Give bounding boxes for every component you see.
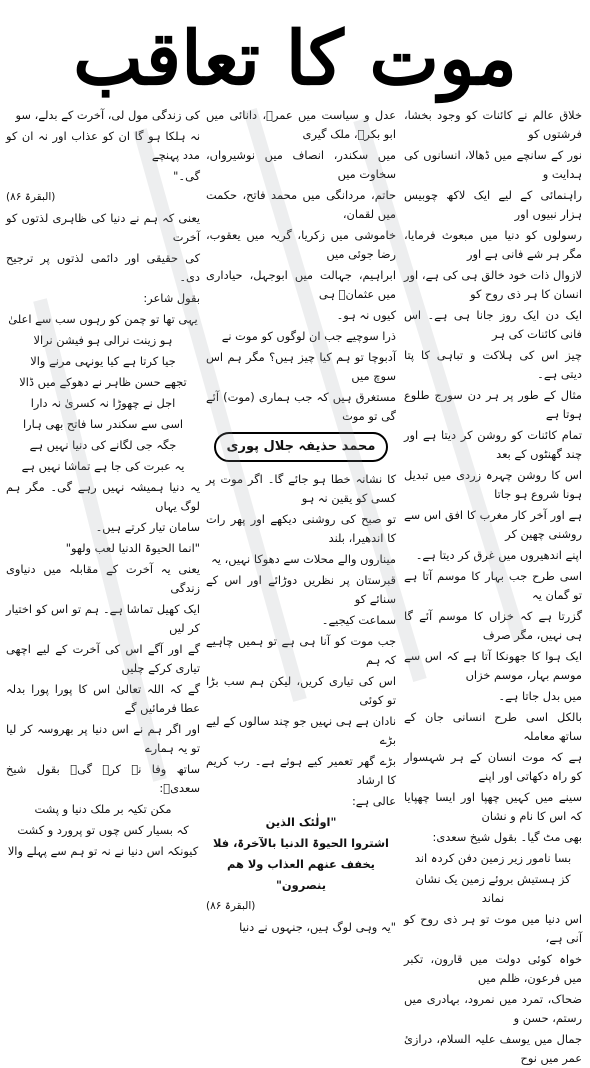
- paragraph-line: کی حقیقی اور دائمی لذتوں پر ترجیح دی۔: [6, 251, 200, 284]
- quran-verse: [206, 813, 396, 895]
- paragraph-line: نور کے سانچے میں ڈھالا، انسانوں کی ہدایت و: [404, 148, 582, 181]
- paragraph-line: گے کہ اللہ تعالیٰ اس کا پورا پورا بدلہ عطا فرمائیں گے: [6, 682, 200, 715]
- paragraph-line: لازوال ذات خود خالق ہی کی ہے، اور انسان کا ہر ذی روح کو: [404, 268, 582, 301]
- column-left-text-mid: [6, 209, 200, 308]
- paragraph-line: آدبوچا تو ہم کیا چیز ہیں؟ مگر ہم اس سوچ میں: [206, 350, 396, 383]
- paragraph-line: بھی مٹ گیا۔ بقول شیخ سعدی:: [432, 830, 582, 844]
- paragraph-line: ساتھ وفا نہ کرے گی۔ بقول شیخ سعدیؒ:: [6, 762, 200, 795]
- poem-line: اجل نے چھوڑا نہ کسریٰ نہ دارا: [30, 396, 176, 410]
- paragraph-line: تو صبح کی روشنی دیکھے اور پھر رات کا اندھیرا، بلند: [206, 512, 396, 545]
- paragraph-line: یعنی یہ آخرت کے مقابلہ میں دنیاوی زندگی: [6, 562, 200, 595]
- author-byline: محمد حذیفہ جلال پوری: [214, 432, 388, 462]
- paragraph-line: سماعت کیجیے۔: [321, 613, 396, 627]
- paragraph-line: اس دنیا میں موت تو ہر ذی روح کو آنی ہے،: [404, 912, 582, 945]
- paragraph-line: "انما الحیوۃ الدنیا لعب ولھو": [65, 541, 200, 555]
- column-middle: [206, 106, 396, 934]
- paragraph-line: ضحاک، تمرد میں نمرود، بہادری میں رستم، حسن و: [404, 992, 582, 1025]
- paragraph-line: خواہ کوئی دولت میں قارون، تکبر میں فرعون، ظلم میں: [404, 952, 582, 985]
- column-right-text-after: [404, 910, 582, 1068]
- paragraph-line: خلاق عالم نے کائنات کو وجود بخشا، فرشتوں کو: [404, 108, 582, 141]
- paragraph-line: میں سکندر، انصاف میں نوشیرواں، سخاوت میں: [206, 148, 396, 181]
- paragraph-line: رسولوں کو دنیا میں مبعوث فرمایا، مگر ہر شے فانی ہے اور: [404, 228, 582, 261]
- paragraph-line: عالی ہے:: [351, 794, 396, 808]
- paragraph-line: خاموشی میں زکریا، گریہ میں یعقوب، رضا جوئی میں: [206, 228, 396, 261]
- column-right-couplet: [404, 849, 582, 908]
- column-middle-text-bottom: [206, 470, 396, 811]
- paragraph-line: ایک کھیل تماشا ہے۔ ہم تو اس کو اختیار کر لیں: [6, 602, 200, 635]
- poem-line: ہو زینت نرالی ہو فیشن نرالا: [33, 333, 173, 347]
- paragraph-line: ایک ہوا کا جھونکا آتا ہے کہ اس سے موسم بہار، موسم خزاں: [404, 649, 582, 682]
- paragraph-line: میں بدل جاتا ہے۔: [498, 689, 582, 703]
- paragraph-line: ہے کہ موت انسان کے ہر شہسوار کو راہ دکھاتی اور اپنے: [404, 750, 582, 783]
- couplet-line: کز ہستیش بروئے زمین یک نشان نماند: [415, 872, 571, 905]
- paragraph-line: کا نشانہ خطا ہو جائے گا۔ اگر موت پر کسی کو یقین نہ ہو: [206, 472, 396, 505]
- paragraph-line: مستغرق ہیں کہ جب ہماری (موت) آئے گی تو موت: [206, 390, 396, 423]
- poem-line: یہ عبرت کی جا ہے تماشا نہیں ہے: [21, 459, 185, 473]
- paragraph-line: مثال کے طور پر ہر دن سورج طلوع ہوتا ہے: [404, 388, 582, 421]
- column-left-text-bottom: [6, 478, 200, 798]
- verse-reference-left: (البقرۃ ۸۶): [6, 191, 56, 203]
- paragraph-line: سامان تیار کرتے ہیں۔: [95, 520, 200, 534]
- column-left-end-poem: [6, 800, 200, 861]
- poem-line: اسی سے سکندر سا فاتح بھی ہارا: [22, 417, 184, 431]
- paragraph-line: ایک دن ایک روز جانا ہی ہے۔ اس فانی کائنات کی ہر: [404, 308, 582, 341]
- paragraph-line: اسی طرح جب بہار کا موسم آتا ہے تو گمان یہ: [404, 569, 582, 602]
- verse-line: "اولٰئک الذین: [265, 815, 337, 829]
- column-middle-text-top: [206, 106, 396, 426]
- poem-line: جگہ جی لگانے کی دنیا نہیں ہے: [29, 438, 177, 452]
- poem-line: یہی تھا تو چمن کو رہوں سب سے اعلیٰ: [8, 312, 198, 326]
- paragraph-line: گی۔": [173, 169, 200, 183]
- paragraph-line: یہ دنیا ہمیشہ نہیں رہے گی۔ مگر ہم لوگ یہاں: [6, 480, 200, 513]
- column-right-text: [404, 106, 582, 847]
- paragraph-line: عدل و سیاست میں عمرؓ، دانائی میں ابو بکرؓ، ملک گیری: [206, 108, 396, 141]
- paragraph-line: یعنی کہ ہم نے دنیا کی ظاہری لذتوں کو آخرت: [6, 211, 200, 244]
- paragraph-line: حاتم، مردانگی میں محمد فاتح، حکمت میں لقمان،: [206, 188, 396, 221]
- paragraph-line: اس کا روشن چہرہ زردی میں تبدیل ہونا شروع ہو جاتا: [404, 468, 582, 501]
- column-right: [404, 106, 582, 1065]
- verse-line: اشتروا الحیوۃ الدنیا بالآخرۃ، فلا: [213, 836, 389, 850]
- paragraph-line: میناروں والے محلات سے دھوکا نہیں، یہ: [211, 552, 396, 566]
- paragraph-line: نادان ہے ہی نہیں جو چند سالوں کے لیے بڑے: [206, 714, 396, 747]
- paragraph-line: گے اور آگے اس کی آخرت کے لیے اچھی تیاری کرکے چلیں: [6, 642, 200, 675]
- paragraph-line: بڑے گھر تعمیر کیے ہوئے ہے۔ رب کریم کا ارشاد: [206, 754, 396, 787]
- verse-reference: (البقرۃ ۸۶): [206, 900, 256, 912]
- paragraph-line: بالکل اسی طرح انسانی جان کے ساتھ معاملہ: [404, 710, 582, 743]
- paragraph-line: چیز اس کی ہلاکت و تباہی کا پتا دیتی ہے۔: [404, 348, 582, 381]
- couplet-line: بسا نامور زیر زمین دفن کردہ اند: [414, 851, 572, 865]
- verse-line: یخفف عنھم العذاب ولا ھم: [227, 857, 375, 871]
- paragraph-line: قبرستان پر نظریں دوڑائے اور اس کے سنائے کو: [206, 573, 396, 606]
- poem-line: کہ بسیار کس چوں تو پرورد و کشت: [17, 823, 189, 837]
- column-left-text-top: [6, 106, 200, 186]
- column-left: [6, 106, 200, 858]
- verse-translation-start: "یہ وہی لوگ ہیں، جنہوں نے دنیا: [239, 920, 396, 934]
- paragraph-line: گزرتا ہے کہ خزاں کا موسم آئے گا ہی نہیں، مگر صرف: [404, 609, 582, 642]
- paragraph-line: ابراہیم، جہالت میں ابوجہل، حیاداری میں عثمانؓ ہی: [206, 268, 396, 301]
- paragraph-line: جمال میں یوسف علیہ السلام، درازئ عمر میں نوح: [404, 1032, 582, 1065]
- article-title: موت کا تعاقب: [73, 16, 517, 102]
- paragraph-line: ذرا سوچیے جب ان لوگوں کو موت نے: [221, 329, 396, 343]
- paragraph-line: ہے اور آخر کار مغرب کا افق اس سے روشنی چھین کر: [404, 508, 582, 541]
- paragraph-line: اور اگر ہم نے اس دنیا پر بھروسہ کر لیا تو یہ ہمارے: [6, 722, 200, 755]
- paragraph-line: راہنمائی کے لیے ایک لاکھ چوبیس ہزار نبیوں اور: [404, 188, 582, 221]
- paragraph-line: جب موت کو آنا ہی ہے تو ہمیں چاہیے کہ ہم: [206, 634, 396, 667]
- poem-line: مکن تکیہ بر ملک دنیا و پشت: [34, 802, 172, 816]
- paragraph-line: اپنے اندھیروں میں غرق کر دیتا ہے۔: [415, 548, 582, 562]
- paragraph-line: بقول شاعر:: [143, 291, 200, 305]
- paragraph-line: تمام کائنات کو روشن کر دیتا ہے اور چند گھنٹوں کے بعد: [404, 428, 582, 461]
- verse-line: ینصرون": [276, 878, 326, 892]
- paragraph-line: کی زندگی مول لی، آخرت کے بدلے، سو: [15, 108, 200, 122]
- poem-line: کیونکہ اس دنیا نے نہ تو ہم سے پہلے والا: [7, 844, 199, 858]
- paragraph-line: نہ ہلکا ہو گا ان کو عذاب اور نہ ان کو مدد پہنچے: [6, 129, 200, 162]
- poem-line: تجھے حسن ظاہر نے دھوکے میں ڈالا: [19, 375, 187, 389]
- paragraph-line: سینے میں کہیں چھپا اور ایسا چھپایا کہ اس کا نام و نشان: [404, 790, 582, 823]
- column-left-poem: [6, 310, 200, 476]
- paragraph-line: اس کی تیاری کریں، لیکن ہم سب بڑا تو کوئی: [206, 674, 396, 707]
- paragraph-line: کیوں نہ ہو۔: [336, 308, 396, 322]
- poem-line: جیا کرتا ہے کیا یونہی مرنے والا: [30, 354, 176, 368]
